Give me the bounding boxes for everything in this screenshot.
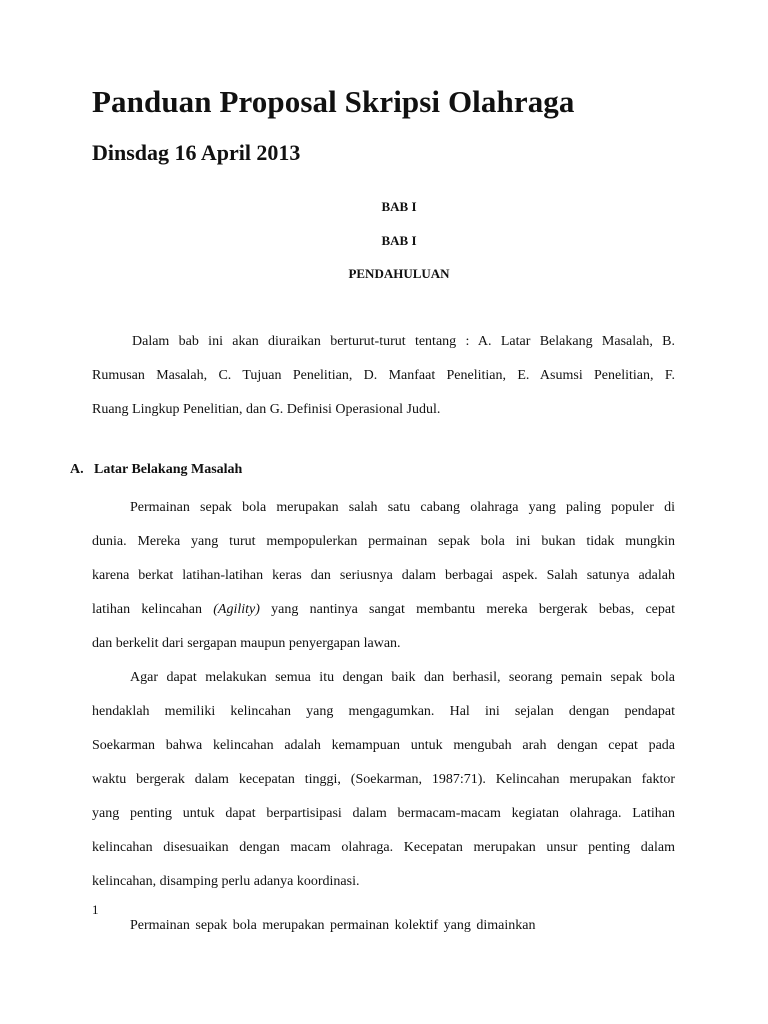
para2-line-1: Agar dapat melakukan semua itu dengan baik dan berhasil, seorang pemain sepak bola — [130, 670, 675, 685]
intro-line-1: Dalam bab ini akan diuraikan berturut-turut tentang : A. Latar Belakang Masalah, B. — [132, 334, 675, 349]
para1-line-2: dunia. Mereka yang turut mempopulerkan permainan sepak bola ini bukan tidak mungkin — [92, 534, 675, 549]
para2-line-3: Soekarman bahwa kelincahan adalah kemampuan untuk mengubah arah dengan cepat pada — [92, 738, 675, 753]
intro-line-3: Ruang Lingkup Penelitian, dan G. Definisi Operasional Judul. — [92, 402, 441, 417]
agility-term: (Agility) — [213, 602, 260, 617]
chapter-label: BAB I — [381, 199, 417, 214]
post-date: Dinsdag 16 April 2013 — [92, 140, 301, 165]
section-heading-text: Latar Belakang Masalah — [94, 462, 243, 477]
chapter-title: PENDAHULUAN — [348, 266, 450, 281]
para1-line-4: latihan kelincahan (Agility) yang nantinya sangat membantu mereka bergerak bebas, cepat — [92, 602, 675, 617]
para1-line-1: Permainan sepak bola merupakan salah satu cabang olahraga yang paling populer di — [130, 500, 675, 515]
section-letter: A. — [70, 462, 84, 477]
para1-line-5: dan berkelit dari sergapan maupun penyergapan lawan. — [92, 636, 401, 651]
section-a-paragraph-2 — [92, 661, 675, 899]
para2-line-6: kelincahan disesuaikan dengan macam olahraga. Kecepatan merupakan unsur penting dalam — [92, 840, 675, 855]
page-number: 1 — [92, 902, 99, 917]
section-a-paragraph-1 — [92, 491, 675, 661]
para1-line-3: karena berkat latihan-latihan keras dan seriusnya dalam berbagai aspek. Salah satunya adalah — [92, 568, 675, 583]
para2-line-4: waktu bergerak dalam kecepatan tinggi, (Soekarman, 1987:71). Kelincahan merupakan faktor — [92, 772, 675, 787]
para2-line-5: yang penting untuk dapat berpartisipasi dalam bermacam-macam kegiatan olahraga. Latihan — [92, 806, 675, 821]
para2-line-2: hendaklah memiliki kelincahan yang mengagumkan. Hal ini sejalan dengan pendapat — [92, 704, 675, 719]
para2-line-7: kelincahan, disamping perlu adanya koordinasi. — [92, 874, 360, 889]
intro-line-2: Rumusan Masalah, C. Tujuan Penelitian, D. Manfaat Penelitian, E. Asumsi Penelitian, F. — [92, 368, 675, 383]
section-a-heading — [70, 462, 242, 478]
intro-paragraph — [92, 325, 675, 427]
continuation-line: Permainan sepak bola merupakan permainan kolektif yang dimainkan — [130, 918, 536, 933]
chapter-label-repeat: BAB I — [381, 233, 417, 248]
document-title: Panduan Proposal Skripsi Olahraga — [92, 84, 575, 119]
